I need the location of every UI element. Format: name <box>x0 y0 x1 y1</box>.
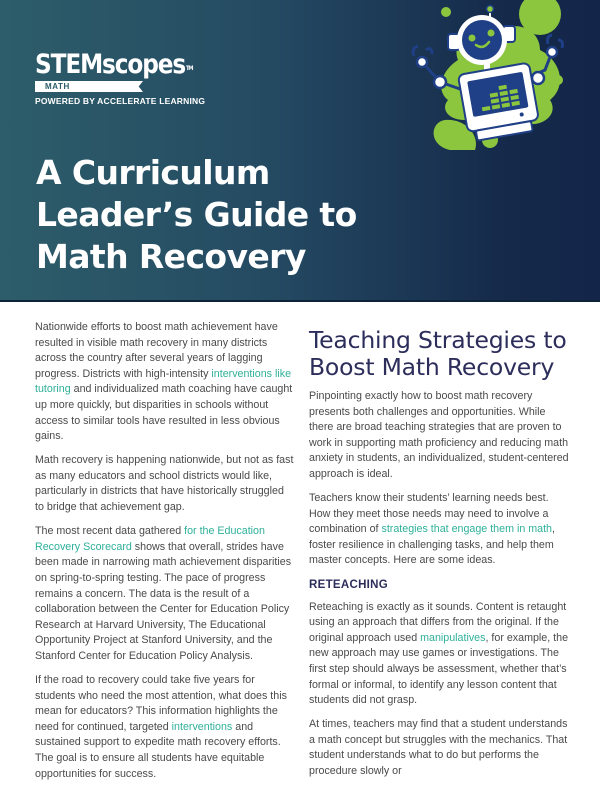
right-column <box>309 320 571 788</box>
title-line-3: Math Recovery <box>36 237 306 276</box>
robot-mascot-icon <box>400 0 600 150</box>
text: If the road to recovery could take five years for students who need the most attention, what does this mean for educators? This information highlights the need for continued, targeted <box>35 673 287 733</box>
text: shows that overall, strides have been made in narrowing math achievement disparities on spring-to-spring testing. The pace of progress remains a concern. The data is the result of a collaboration between the Center for Education Policy Research at Harvard University, The Educational Opportunity Project at Stanford University, and the Stanford Center for Education Policy Analysis. <box>35 540 292 662</box>
logo-trademark: TM <box>185 65 193 72</box>
text: Reteaching is exactly as it sounds. Content is retaught using an approach that differs from the original. If the original approach used <box>309 600 567 644</box>
logo-tagline: POWERED BY ACCELERATE LEARNING <box>35 96 206 106</box>
logo-wordmark <box>35 50 192 80</box>
paragraph <box>309 491 571 569</box>
link-strategies-that-engage[interactable]: strategies that engage them in math <box>381 523 552 536</box>
logo-brand: STEMscopes <box>35 49 186 80</box>
left-column <box>35 320 295 791</box>
intro-paragraph <box>35 320 295 445</box>
paragraph <box>35 524 295 664</box>
paragraph: Math recovery is happening nationwide, but not as fast as many educators and school districts would like, particularly in districts that have historically struggled to bridge that achievement gap. <box>35 454 294 514</box>
title-line-2: Leader’s Guide to <box>36 195 357 234</box>
text: and sustained support to expedite math recovery efforts. The goal is to ensure all students have equitable opportunities for success. <box>35 720 281 780</box>
hero-divider <box>0 300 600 302</box>
text: Teachers know their students’ learning needs best. How they meet those needs may need to involve a combination of <box>309 492 549 536</box>
text: The most recent data gathered <box>35 525 185 538</box>
stemscopes-logo <box>35 49 218 106</box>
paragraph <box>309 600 571 709</box>
link-interventions[interactable]: interventions <box>171 720 233 733</box>
hero-banner <box>0 0 600 301</box>
logo-subbrand: MATH <box>45 82 70 91</box>
link-education-recovery-scorecard[interactable]: for the Education Recovery Scorecard <box>35 525 265 553</box>
paragraph <box>35 673 295 782</box>
paragraph: Pinpointing exactly how to boost math recovery presents both challenges and opportunities. While there are broad teaching strategies that are proven to work in supporting math proficiency and reducing math anxiety in students, an individualized, student-centered approach is ideal. <box>309 390 569 480</box>
text: , for example, the new approach may use games or investigations. The first step should always be assessment, whether that’s formal or informal, to identify any lesson content that students did not grasp. <box>309 631 569 707</box>
page-title <box>36 152 357 278</box>
paragraph: At times, teachers may find that a student understands a math concept but struggles with the mechanics. That student understands what to do but performs the procedure slowly or <box>309 718 568 777</box>
title-line-1: A Curriculum <box>36 153 270 192</box>
subheading-reteaching: RETEACHING <box>309 578 389 591</box>
text: , foster resilience in challenging tasks, and help them master concepts. Here are some ideas. <box>309 523 555 567</box>
text: Nationwide efforts to boost math achievement have resulted in visible math recovery in many districts across the country after several years of lagging progress. Districts with high-intensity <box>35 321 278 380</box>
link-manipulatives[interactable]: manipulatives <box>420 631 486 644</box>
section-heading: Teaching Strategies to Boost Math Recovery <box>309 326 567 381</box>
link-interventions-like-tutoring[interactable]: interventions like tutoring <box>35 367 292 396</box>
text: and individualized math coaching have caught up more quickly, but disparities in schools without access to similar tools have resulted in less obvious gains. <box>35 383 293 443</box>
